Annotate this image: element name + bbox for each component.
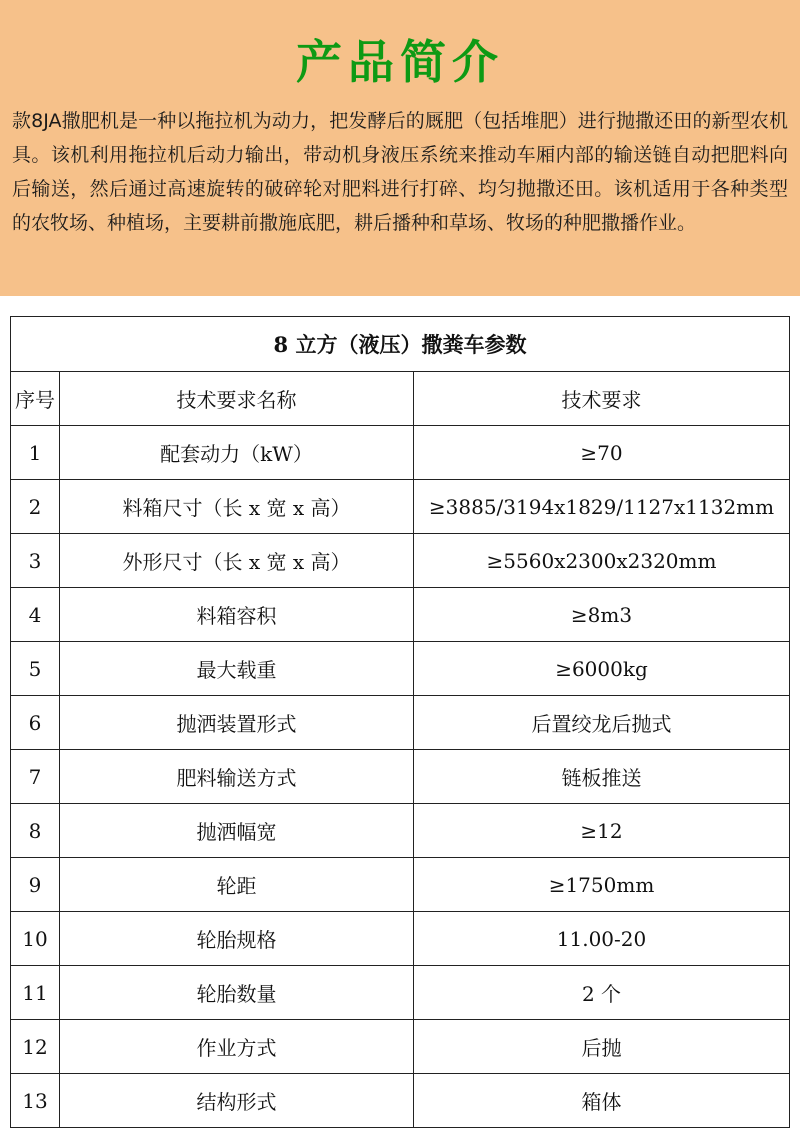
header-name: 技术要求名称 — [60, 372, 414, 426]
row-index: 10 — [11, 912, 60, 966]
header-requirement: 技术要求 — [414, 372, 790, 426]
row-parameter-name: 结构形式 — [60, 1074, 414, 1128]
row-parameter-name: 肥料输送方式 — [60, 750, 414, 804]
row-index: 12 — [11, 1020, 60, 1074]
row-requirement-value: 后置绞龙后抛式 — [414, 696, 790, 750]
row-requirement-value: 箱体 — [414, 1074, 790, 1128]
row-index: 7 — [11, 750, 60, 804]
row-parameter-name: 轮胎数量 — [60, 966, 414, 1020]
row-parameter-name: 外形尺寸（长 x 宽 x 高） — [60, 534, 414, 588]
row-parameter-name: 配套动力（kW） — [60, 426, 414, 480]
row-parameter-name: 轮距 — [60, 858, 414, 912]
table-row — [11, 1074, 790, 1128]
row-index: 3 — [11, 534, 60, 588]
row-index: 5 — [11, 642, 60, 696]
table-row — [11, 966, 790, 1020]
row-parameter-name: 抛洒幅宽 — [60, 804, 414, 858]
row-index: 11 — [11, 966, 60, 1020]
row-requirement-value: ≥12 — [414, 804, 790, 858]
table-header-row — [11, 372, 790, 426]
row-index: 1 — [11, 426, 60, 480]
table-row — [11, 804, 790, 858]
table-row — [11, 642, 790, 696]
header-index: 序号 — [11, 372, 60, 426]
row-requirement-value: 11.00-20 — [414, 912, 790, 966]
intro-title: 产品简介 — [296, 35, 504, 89]
table-row — [11, 426, 790, 480]
row-requirement-value: ≥8m3 — [414, 588, 790, 642]
table-row — [11, 534, 790, 588]
row-requirement-value: ≥3885/3194x1829/1127x1132mm — [414, 480, 790, 534]
row-parameter-name: 轮胎规格 — [60, 912, 414, 966]
row-requirement-value: ≥5560x2300x2320mm — [414, 534, 790, 588]
row-parameter-name: 料箱容积 — [60, 588, 414, 642]
row-requirement-value: 2 个 — [414, 966, 790, 1020]
table-row — [11, 858, 790, 912]
row-requirement-value: ≥70 — [414, 426, 790, 480]
table-body — [11, 426, 790, 1128]
product-intro-section — [0, 0, 800, 296]
row-parameter-name: 抛洒装置形式 — [60, 696, 414, 750]
row-index: 2 — [11, 480, 60, 534]
row-parameter-name: 作业方式 — [60, 1020, 414, 1074]
table-row — [11, 912, 790, 966]
row-index: 4 — [11, 588, 60, 642]
row-index: 9 — [11, 858, 60, 912]
table-row — [11, 480, 790, 534]
parameter-table — [10, 316, 790, 1128]
row-requirement-value: 后抛 — [414, 1020, 790, 1074]
table-row — [11, 1020, 790, 1074]
row-requirement-value: 链板推送 — [414, 750, 790, 804]
intro-description: 款8JA撒肥机是一种以拖拉机为动力，把发酵后的厩肥（包括堆肥）进行抛撒还田的新型农机具。该机利用拖拉机后动力输出，带动机身液压系统来推动车厢内部的输送链自动把肥料向后输送，然后通过高速旋转的破碎轮对肥料进行打碎、均匀抛撒还田。该机适用于各种类型的农牧场、种植场，主要耕前撒施底肥，耕后播种和草场、牧场的种肥撒播作业。 — [12, 110, 788, 234]
table-row — [11, 588, 790, 642]
row-requirement-value: ≥6000kg — [414, 642, 790, 696]
row-requirement-value: ≥1750mm — [414, 858, 790, 912]
table-caption: 8 立方（液压）撒粪车参数 — [11, 317, 790, 372]
row-index: 8 — [11, 804, 60, 858]
row-parameter-name: 料箱尺寸（长 x 宽 x 高） — [60, 480, 414, 534]
row-index: 6 — [11, 696, 60, 750]
row-index: 13 — [11, 1074, 60, 1128]
table-row — [11, 696, 790, 750]
table-row — [11, 750, 790, 804]
row-parameter-name: 最大载重 — [60, 642, 414, 696]
